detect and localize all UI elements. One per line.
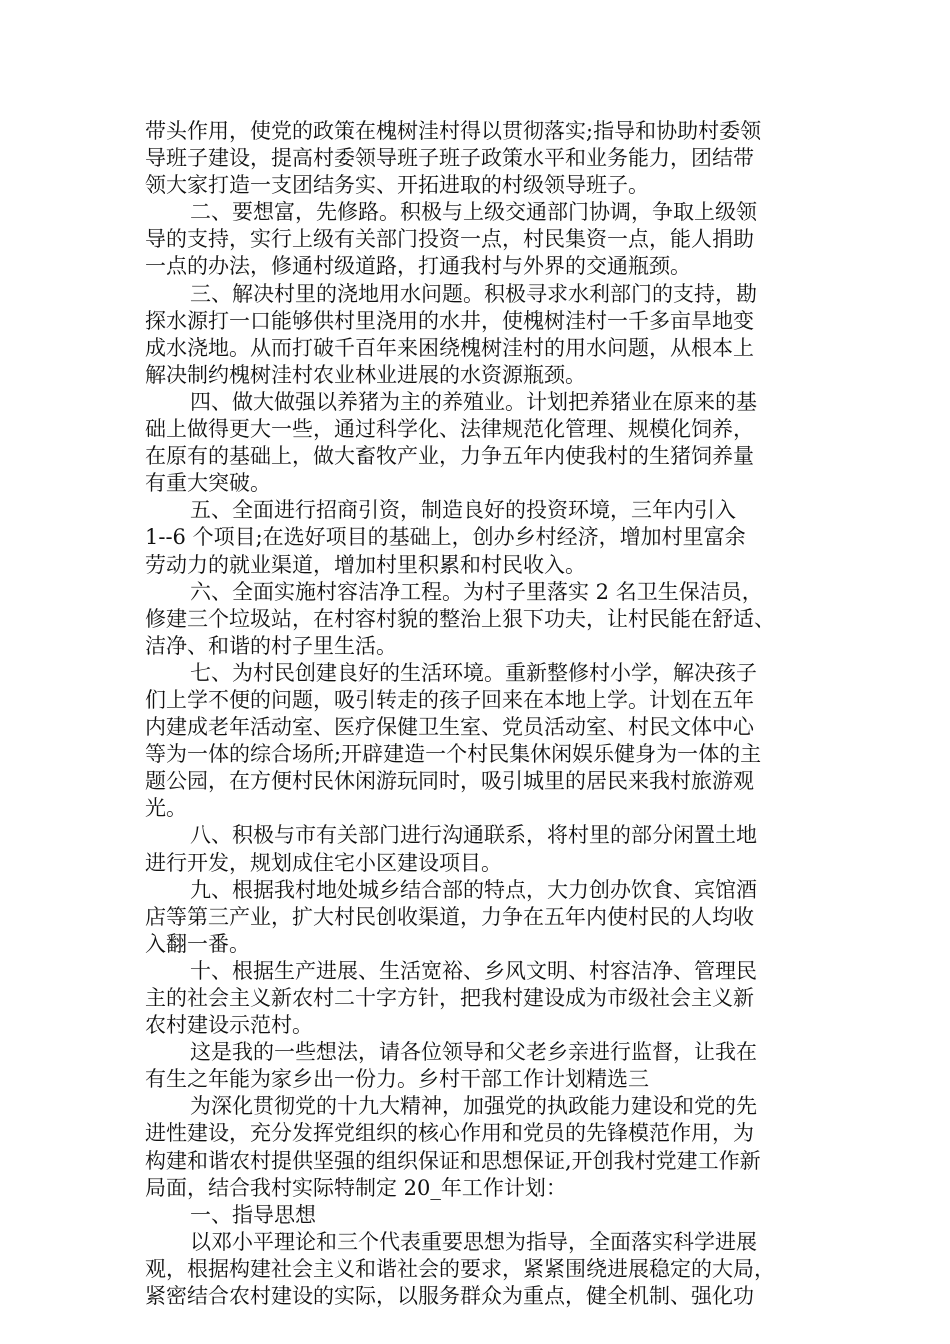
- text-line: 题公园，在方便村民休闲游玩同时，吸引城里的居民来我村旅游观: [145, 769, 754, 794]
- text-line: 在原有的基础上，做大畜牧产业，力争五年内使我村的生猪饲养量: [145, 444, 754, 469]
- text-line: 修建三个垃圾站，在村容村貌的整治上狠下功夫，让村民能在舒适、: [145, 606, 775, 631]
- text-line: 有重大突破。: [145, 471, 271, 496]
- text-line: 1--6 个项目;在选好项目的基础上，创办乡村经济，增加村里富余: [145, 525, 746, 550]
- text-line: 紧密结合农村建设的实际，以服务群众为重点，健全机制、强化功: [145, 1284, 754, 1309]
- text-line: 九、根据我村地处城乡结合部的特点，大力创办饮食、宾馆酒: [190, 877, 757, 902]
- text-line: 导班子建设，提高村委领导班子班子政策水平和业务能力，团结带: [145, 146, 754, 171]
- text-line: 等为一体的综合场所;开辟建造一个村民集休闲娱乐健身为一体的主: [145, 742, 762, 767]
- text-line: 以邓小平理论和三个代表重要思想为指导，全面落实科学进展: [190, 1229, 757, 1254]
- text-line: 带头作用，使党的政策在槐树洼村得以贯彻落实;指导和协助村委领: [145, 119, 762, 143]
- text-line: 成水浇地。从而打破千百年来困绕槐树洼村的用水问题，从根本上: [145, 335, 754, 360]
- document-body-text: [145, 118, 825, 1310]
- text-line: 进性建设，充分发挥党组织的核心作用和党员的先锋模范作用，为: [145, 1121, 754, 1146]
- text-line: 观，根据构建社会主义和谐社会的要求，紧紧围绕进展稳定的大局，: [145, 1256, 775, 1281]
- text-line: 七、为村民创建良好的生活环境。重新整修村小学，解决孩子: [190, 660, 757, 685]
- text-line: 主的社会主义新农村二十字方针，把我村建设成为市级社会主义新: [145, 986, 754, 1010]
- text-line: 解决制约槐树洼村农业林业进展的水资源瓶颈。: [145, 362, 586, 387]
- text-line: 一、指导思想: [190, 1202, 316, 1227]
- text-line: 二、要想富，先修路。积极与上级交通部门协调，争取上级领: [190, 200, 757, 225]
- text-line: 导的支持，实行上级有关部门投资一点，村民集资一点，能人捐助: [145, 227, 754, 252]
- text-line: 们上学不便的问题，吸引转走的孩子回来在本地上学。计划在五年: [145, 687, 754, 712]
- text-line: 店等第三产业，扩大村民创收渠道，力争在五年内使村民的人均收: [145, 904, 754, 929]
- text-line: 劳动力的就业渠道，增加村里积累和村民收入。: [145, 552, 586, 577]
- text-line: 为深化贯彻党的十九大精神，加强党的执政能力建设和党的先: [190, 1094, 757, 1119]
- text-line: 进行开发，规划成住宅小区建设项目。: [145, 850, 502, 875]
- text-line: 探水源打一口能够供村里浇用的水井，使槐树洼村一千多亩旱地变: [145, 308, 754, 333]
- text-line: 三、解决村里的浇地用水问题。积极寻求水利部门的支持，勘: [190, 281, 757, 306]
- text-line: 构建和谐农村提供坚强的组织保证和思想保证,开创我村党建工作新: [145, 1148, 761, 1173]
- text-line: 领大家打造一支团结务实、开拓进取的村级领导班子。: [145, 173, 649, 198]
- text-line: 入翻一番。: [145, 931, 250, 956]
- text-line: 农村建设示范村。: [145, 1013, 313, 1038]
- text-line: 六、全面实施村容洁净工程。为村子里落实 2 名卫生保洁员，: [190, 579, 763, 604]
- text-line: 内建成老年活动室、医疗保健卫生室、党员活动室、村民文体中心: [145, 715, 754, 740]
- text-line: 八、积极与市有关部门进行沟通联系，将村里的部分闲置土地: [190, 823, 757, 848]
- text-line: 有生之年能为家乡出一份力。乡村干部工作计划精选三: [145, 1067, 649, 1092]
- text-line: 光。: [145, 796, 187, 821]
- text-line: 四、做大做强以养猪为主的养殖业。计划把养猪业在原来的基: [190, 389, 757, 414]
- text-line: 一点的办法，修通村级道路，打通我村与外界的交通瓶颈。: [145, 254, 691, 279]
- text-line: 础上做得更大一些，通过科学化、法律规范化管理、规模化饲养，: [145, 417, 754, 442]
- text-line: 这是我的一些想法，请各位领导和父老乡亲进行监督，让我在: [190, 1040, 757, 1065]
- text-line: 五、全面进行招商引资，制造良好的投资环境，三年内引入: [190, 498, 736, 523]
- text-line: 局面，结合我村实际特制定 20_年工作计划：: [145, 1175, 567, 1200]
- text-line: 洁净、和谐的村子里生活。: [145, 633, 397, 658]
- text-line: 十、根据生产进展、生活宽裕、乡风文明、村容洁净、管理民: [190, 958, 757, 983]
